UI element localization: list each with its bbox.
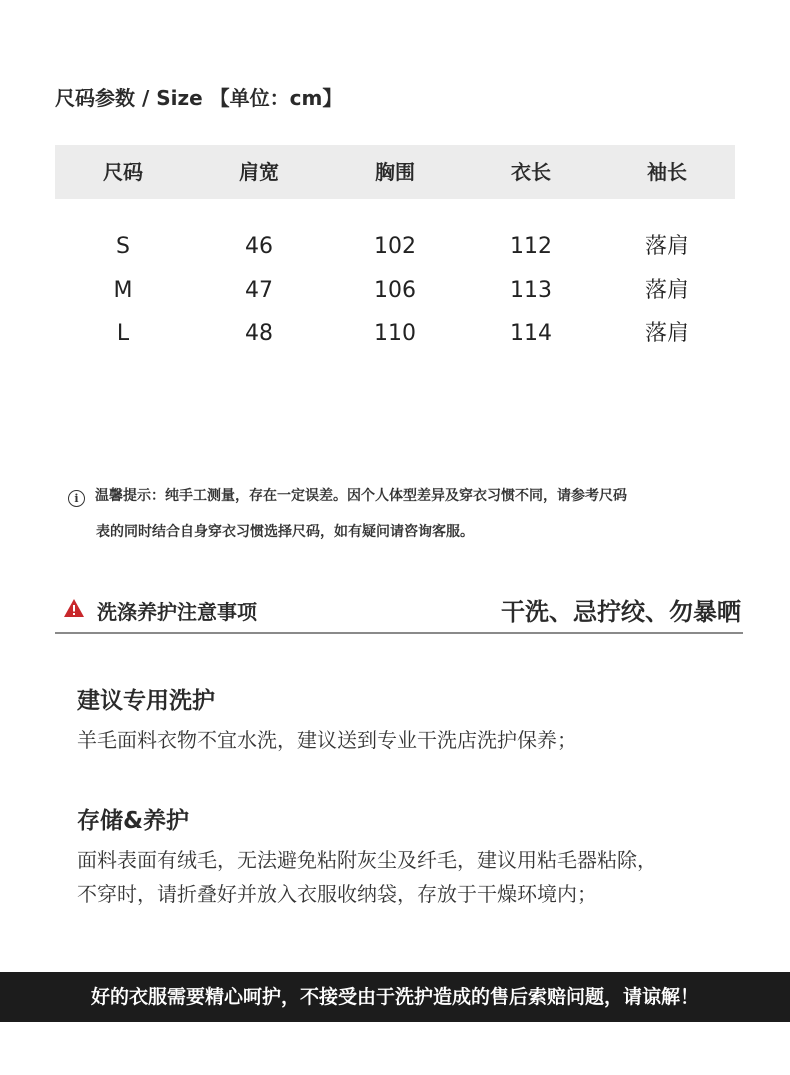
section-title-storage: 存储&养护	[77, 808, 190, 834]
cell-chest: 106	[374, 277, 416, 303]
cell-chest: 110	[374, 321, 416, 346]
header-length: 衣长	[511, 160, 551, 184]
cell-shoulder: 47	[245, 277, 273, 303]
cell-shoulder: 46	[245, 234, 273, 259]
size-table-body	[55, 225, 735, 356]
header-sleeve: 袖长	[647, 160, 687, 184]
cell-length: 113	[510, 277, 552, 303]
measurement-tip	[68, 478, 748, 550]
tip-line-1	[68, 478, 748, 514]
table-row	[55, 269, 735, 313]
care-title: 洗涤养护注意事项	[97, 600, 257, 624]
warning-icon	[63, 598, 85, 618]
header-chest: 胸围	[375, 160, 415, 184]
cell-size: M	[113, 277, 133, 303]
header-shoulder: 肩宽	[239, 160, 279, 184]
size-table-header	[55, 145, 735, 199]
tip-text-2: 表的同时结合自身穿衣习惯选择尺码，如有疑问请咨询客服。	[96, 524, 474, 540]
section-text-professional-care	[77, 723, 767, 757]
cell-size: L	[116, 321, 130, 346]
text-line: 不穿时，请折叠好并放入衣服收纳袋，存放于干燥环境内；	[77, 882, 597, 906]
cell-length: 112	[510, 234, 552, 259]
cell-chest: 102	[374, 234, 416, 259]
section-title-professional-care: 建议专用洗护	[77, 688, 215, 714]
cell-sleeve: 落肩	[644, 277, 689, 303]
cell-sleeve: 落肩	[644, 321, 689, 346]
cell-shoulder: 48	[245, 321, 273, 346]
care-summary: 干洗、忌拧绞、勿暴晒	[501, 598, 741, 626]
header-size: 尺码	[103, 160, 143, 184]
footer-banner: 好的衣服需要精心呵护，不接受由于洗护造成的售后索赔问题，请谅解！	[0, 972, 790, 1022]
text-line: 羊毛面料衣物不宜水洗，建议送到专业干洗店洗护保养；	[77, 728, 577, 752]
table-row	[55, 312, 735, 356]
cell-sleeve: 落肩	[644, 234, 689, 259]
info-icon: i	[68, 490, 85, 507]
tip-text-1: 温馨提示：纯手工测量，存在一定误差。因个人体型差异及穿衣习惯不同，请参考尺码	[95, 488, 627, 504]
table-row	[55, 225, 735, 269]
cell-size: S	[116, 234, 130, 259]
cell-length: 114	[510, 321, 552, 346]
text-line: 面料表面有绒毛，无法避免粘附灰尘及纤毛，建议用粘毛器粘除，	[77, 848, 657, 872]
care-header	[55, 590, 743, 634]
size-section-title: 尺码参数 / Size 【单位：cm】	[55, 86, 343, 110]
section-text-storage	[77, 843, 767, 911]
